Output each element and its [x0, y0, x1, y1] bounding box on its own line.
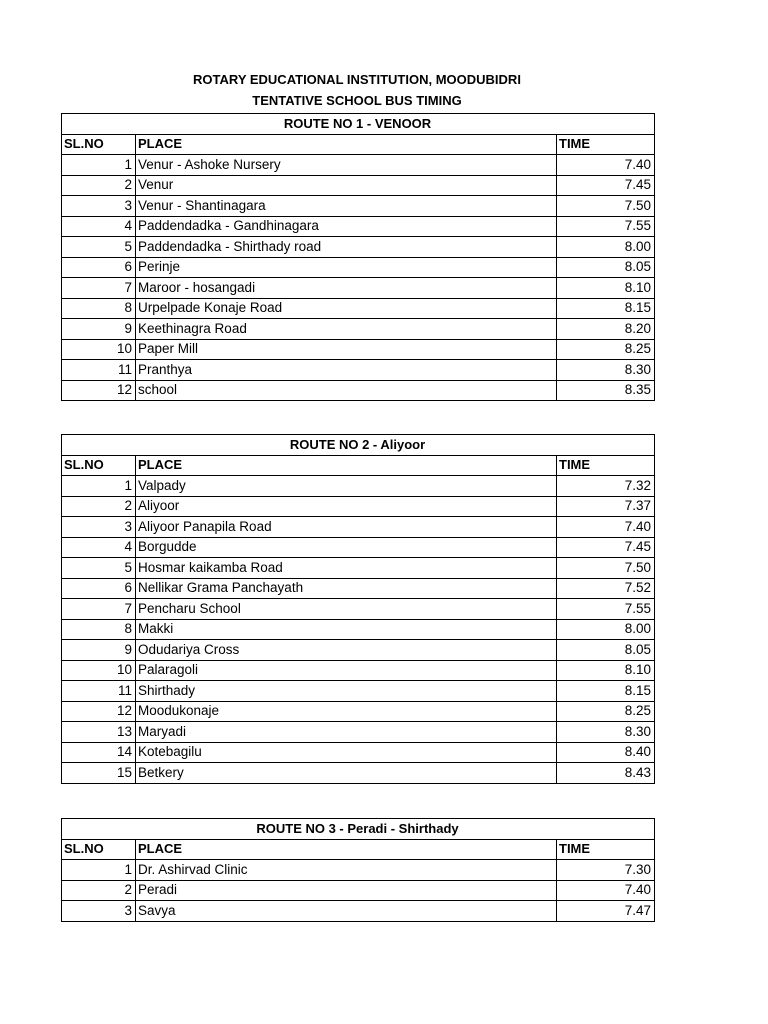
departure-time: 7.55 — [557, 216, 655, 237]
column-header-time: TIME — [557, 455, 655, 476]
serial-number: 13 — [62, 722, 136, 743]
table-row — [62, 257, 655, 278]
table-row — [62, 599, 655, 620]
departure-time: 7.37 — [557, 496, 655, 517]
departure-time: 8.30 — [557, 722, 655, 743]
place-name: Aliyoor Panapila Road — [136, 517, 557, 538]
departure-time: 8.15 — [557, 298, 655, 319]
place-name: Urpelpade Konaje Road — [136, 298, 557, 319]
place-name: Keethinagra Road — [136, 319, 557, 340]
serial-number: 12 — [62, 380, 136, 401]
serial-number: 7 — [62, 278, 136, 299]
serial-number: 5 — [62, 558, 136, 579]
place-name: Moodukonaje — [136, 701, 557, 722]
column-header-place: PLACE — [136, 839, 557, 860]
table-row — [62, 722, 655, 743]
departure-time: 8.00 — [557, 619, 655, 640]
departure-time: 8.25 — [557, 701, 655, 722]
place-name: Hosmar kaikamba Road — [136, 558, 557, 579]
table-row — [62, 619, 655, 640]
place-name: Borgudde — [136, 537, 557, 558]
departure-time: 7.50 — [557, 196, 655, 217]
place-name: Pranthya — [136, 360, 557, 381]
table-row — [62, 517, 655, 538]
serial-number: 11 — [62, 681, 136, 702]
serial-number: 12 — [62, 701, 136, 722]
table-row — [62, 742, 655, 763]
place-name: Paddendadka - Gandhinagara — [136, 216, 557, 237]
table-row — [62, 537, 655, 558]
table-row — [62, 660, 655, 681]
place-name: Venur - Shantinagara — [136, 196, 557, 217]
place-name: Kotebagilu — [136, 742, 557, 763]
serial-number: 10 — [62, 339, 136, 360]
column-header-sl: SL.NO — [62, 455, 136, 476]
column-header-row — [62, 134, 655, 155]
table-row — [62, 278, 655, 299]
serial-number: 1 — [62, 476, 136, 497]
table-row — [62, 380, 655, 401]
table-row — [62, 681, 655, 702]
serial-number: 10 — [62, 660, 136, 681]
place-name: Palaragoli — [136, 660, 557, 681]
serial-number: 6 — [62, 578, 136, 599]
place-name: Shirthady — [136, 681, 557, 702]
serial-number: 9 — [62, 319, 136, 340]
table-row — [62, 701, 655, 722]
serial-number: 14 — [62, 742, 136, 763]
table-row — [62, 216, 655, 237]
column-header-time: TIME — [557, 839, 655, 860]
serial-number: 2 — [62, 496, 136, 517]
table-row — [62, 578, 655, 599]
departure-time: 7.40 — [557, 155, 655, 176]
departure-time: 8.15 — [557, 681, 655, 702]
departure-time: 7.47 — [557, 901, 655, 922]
table-row — [62, 901, 655, 922]
departure-time: 7.45 — [557, 537, 655, 558]
route-title: ROUTE NO 2 - Aliyoor — [62, 435, 655, 456]
table-row — [62, 763, 655, 784]
serial-number: 1 — [62, 155, 136, 176]
table-row — [62, 175, 655, 196]
route-table — [61, 113, 655, 401]
place-name: Nellikar Grama Panchayath — [136, 578, 557, 599]
column-header-sl: SL.NO — [62, 134, 136, 155]
departure-time: 8.10 — [557, 660, 655, 681]
place-name: Peradi — [136, 880, 557, 901]
place-name: Makki — [136, 619, 557, 640]
serial-number: 1 — [62, 860, 136, 881]
table-row — [62, 476, 655, 497]
serial-number: 6 — [62, 257, 136, 278]
table-row — [62, 237, 655, 258]
place-name: Dr. Ashirvad Clinic — [136, 860, 557, 881]
table-row — [62, 298, 655, 319]
departure-time: 7.52 — [557, 578, 655, 599]
departure-time: 7.50 — [557, 558, 655, 579]
serial-number: 3 — [62, 196, 136, 217]
route-title: ROUTE NO 3 - Peradi - Shirthady — [62, 819, 655, 840]
route-title: ROUTE NO 1 - VENOOR — [62, 114, 655, 135]
place-name: Betkery — [136, 763, 557, 784]
serial-number: 2 — [62, 175, 136, 196]
serial-number: 4 — [62, 537, 136, 558]
serial-number: 8 — [62, 619, 136, 640]
table-row — [62, 339, 655, 360]
column-header-row — [62, 455, 655, 476]
table-row — [62, 196, 655, 217]
serial-number: 7 — [62, 599, 136, 620]
departure-time: 7.45 — [557, 175, 655, 196]
departure-time: 8.10 — [557, 278, 655, 299]
route-title-row — [62, 435, 655, 456]
table-row — [62, 360, 655, 381]
table-row — [62, 880, 655, 901]
table-row — [62, 319, 655, 340]
serial-number: 5 — [62, 237, 136, 258]
serial-number: 11 — [62, 360, 136, 381]
departure-time: 8.40 — [557, 742, 655, 763]
departure-time: 8.30 — [557, 360, 655, 381]
departure-time: 7.32 — [557, 476, 655, 497]
place-name: Odudariya Cross — [136, 640, 557, 661]
place-name: school — [136, 380, 557, 401]
column-header-time: TIME — [557, 134, 655, 155]
place-name: Maryadi — [136, 722, 557, 743]
place-name: Perinje — [136, 257, 557, 278]
departure-time: 8.05 — [557, 640, 655, 661]
document-subtitle: TENTATIVE SCHOOL BUS TIMING — [252, 93, 462, 108]
departure-time: 8.43 — [557, 763, 655, 784]
serial-number: 4 — [62, 216, 136, 237]
departure-time: 7.55 — [557, 599, 655, 620]
place-name: Savya — [136, 901, 557, 922]
departure-time: 7.40 — [557, 517, 655, 538]
place-name: Venur - Ashoke Nursery — [136, 155, 557, 176]
departure-time: 7.40 — [557, 880, 655, 901]
place-name: Paper Mill — [136, 339, 557, 360]
serial-number: 9 — [62, 640, 136, 661]
column-header-row — [62, 839, 655, 860]
place-name: Venur — [136, 175, 557, 196]
column-header-place: PLACE — [136, 134, 557, 155]
column-header-place: PLACE — [136, 455, 557, 476]
place-name: Maroor - hosangadi — [136, 278, 557, 299]
departure-time: 8.00 — [557, 237, 655, 258]
serial-number: 3 — [62, 517, 136, 538]
route-table — [61, 818, 655, 922]
table-row — [62, 155, 655, 176]
route-table — [61, 434, 655, 784]
serial-number: 3 — [62, 901, 136, 922]
route-title-row — [62, 114, 655, 135]
departure-time: 8.05 — [557, 257, 655, 278]
place-name: Paddendadka - Shirthady road — [136, 237, 557, 258]
table-row — [62, 860, 655, 881]
table-row — [62, 640, 655, 661]
table-row — [62, 496, 655, 517]
departure-time: 7.30 — [557, 860, 655, 881]
departure-time: 8.20 — [557, 319, 655, 340]
serial-number: 15 — [62, 763, 136, 784]
institution-title: ROTARY EDUCATIONAL INSTITUTION, MOODUBIDRI — [193, 72, 521, 87]
departure-time: 8.35 — [557, 380, 655, 401]
route-title-row — [62, 819, 655, 840]
serial-number: 8 — [62, 298, 136, 319]
departure-time: 8.25 — [557, 339, 655, 360]
serial-number: 2 — [62, 880, 136, 901]
table-row — [62, 558, 655, 579]
place-name: Valpady — [136, 476, 557, 497]
place-name: Pencharu School — [136, 599, 557, 620]
column-header-sl: SL.NO — [62, 839, 136, 860]
place-name: Aliyoor — [136, 496, 557, 517]
